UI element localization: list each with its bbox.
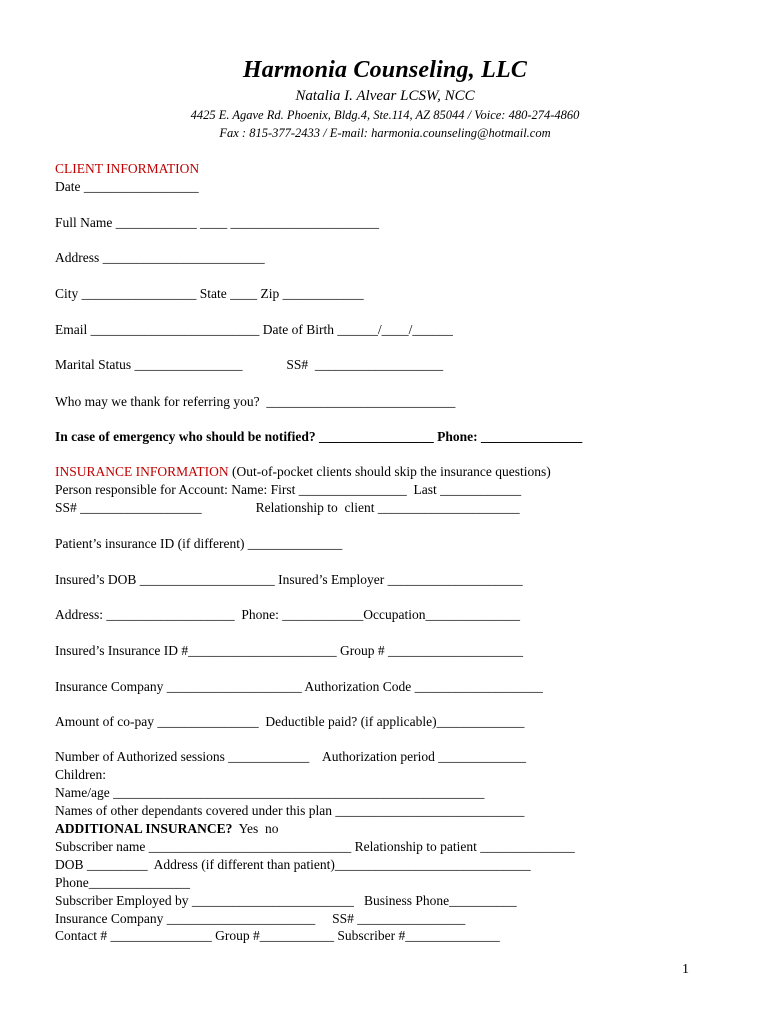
emergency-contact-field[interactable]: In case of emergency who should be notified? _________________ Phone: _______________ [55,429,583,444]
name-age-field[interactable]: Name/age _______________________________________________________ [55,785,485,800]
city-state-zip-field[interactable]: City _________________ State ____ Zip ____________ [55,286,364,301]
insurance-heading-line [55,464,551,480]
dob-address-field[interactable]: DOB _________ Address (if different than patient)_____________________________ [55,857,531,872]
address-field[interactable]: Address ________________________ [55,250,265,265]
additional-insurance-line [55,821,279,837]
referral-field[interactable]: Who may we thank for referring you? ____________________________ [55,394,456,409]
contact-group-subscriber-field[interactable]: Contact # _______________ Group #___________ Subscriber #______________ [55,928,500,943]
subscriber-name-field[interactable]: Subscriber name ______________________________ Relationship to patient ______________ [55,839,575,854]
yes-no-options[interactable]: Yes no [232,821,279,836]
email-dob-field[interactable]: Email _________________________ Date of Birth ______/____/______ [55,322,453,337]
counselor-name: Natalia I. Alvear LCSW, NCC [295,88,475,104]
insurance-id-group-field[interactable]: Insured’s Insurance ID #______________________ Group # ____________________ [55,643,523,658]
address-phone-occupation-field[interactable]: Address: ___________________ Phone: ____________Occupation______________ [55,607,520,622]
ss-relationship-field[interactable]: SS# __________________ Relationship to client _____________________ [55,500,520,515]
marital-ss-field[interactable]: Marital Status ________________ SS# ___________________ [55,357,444,372]
insurance-info-heading: INSURANCE INFORMATION [55,464,229,479]
phone-field[interactable]: Phone_______________ [55,875,190,890]
additional-insurance-label: ADDITIONAL INSURANCE? [55,821,233,836]
children-label: Children: [55,767,106,782]
insured-dob-employer-field[interactable]: Insured’s DOB ____________________ Insured’s Employer ____________________ [55,572,523,587]
dependants-field[interactable]: Names of other dependants covered under this plan ____________________________ [55,803,525,818]
date-field[interactable]: Date _________________ [55,179,199,194]
practice-title: Harmonia Counseling, LLC [242,57,528,83]
subscriber-employer-field[interactable]: Subscriber Employed by ________________________ Business Phone__________ [55,893,517,908]
company-authorization-field[interactable]: Insurance Company ____________________ Authorization Code ___________________ [55,679,543,694]
copay-deductible-field[interactable]: Amount of co-pay _______________ Deductible paid? (if applicable)_____________ [55,714,525,729]
patient-insurance-id-field[interactable]: Patient’s insurance ID (if different) ______________ [55,536,343,551]
responsible-person-field[interactable]: Person responsible for Account: Name: First ________________ Last ____________ [55,482,522,497]
sessions-period-field[interactable]: Number of Authorized sessions ____________ Authorization period _____________ [55,749,526,764]
client-info-heading: CLIENT INFORMATION [55,161,200,176]
full-name-field[interactable]: Full Name ____________ ____ ______________________ [55,215,379,230]
contact-line: Fax : 815-377-2433 / E-mail: harmonia.counseling@hotmail.com [219,126,551,140]
address-line: 4425 E. Agave Rd. Phoenix, Bldg.4, Ste.114, AZ 85044 / Voice: 480-274-4860 [190,108,580,122]
company-ss-field[interactable]: Insurance Company ______________________ SS# ________________ [55,911,466,926]
page-number: 1 [682,962,689,977]
insurance-heading-note: (Out-of-pocket clients should skip the insurance questions) [228,464,551,479]
